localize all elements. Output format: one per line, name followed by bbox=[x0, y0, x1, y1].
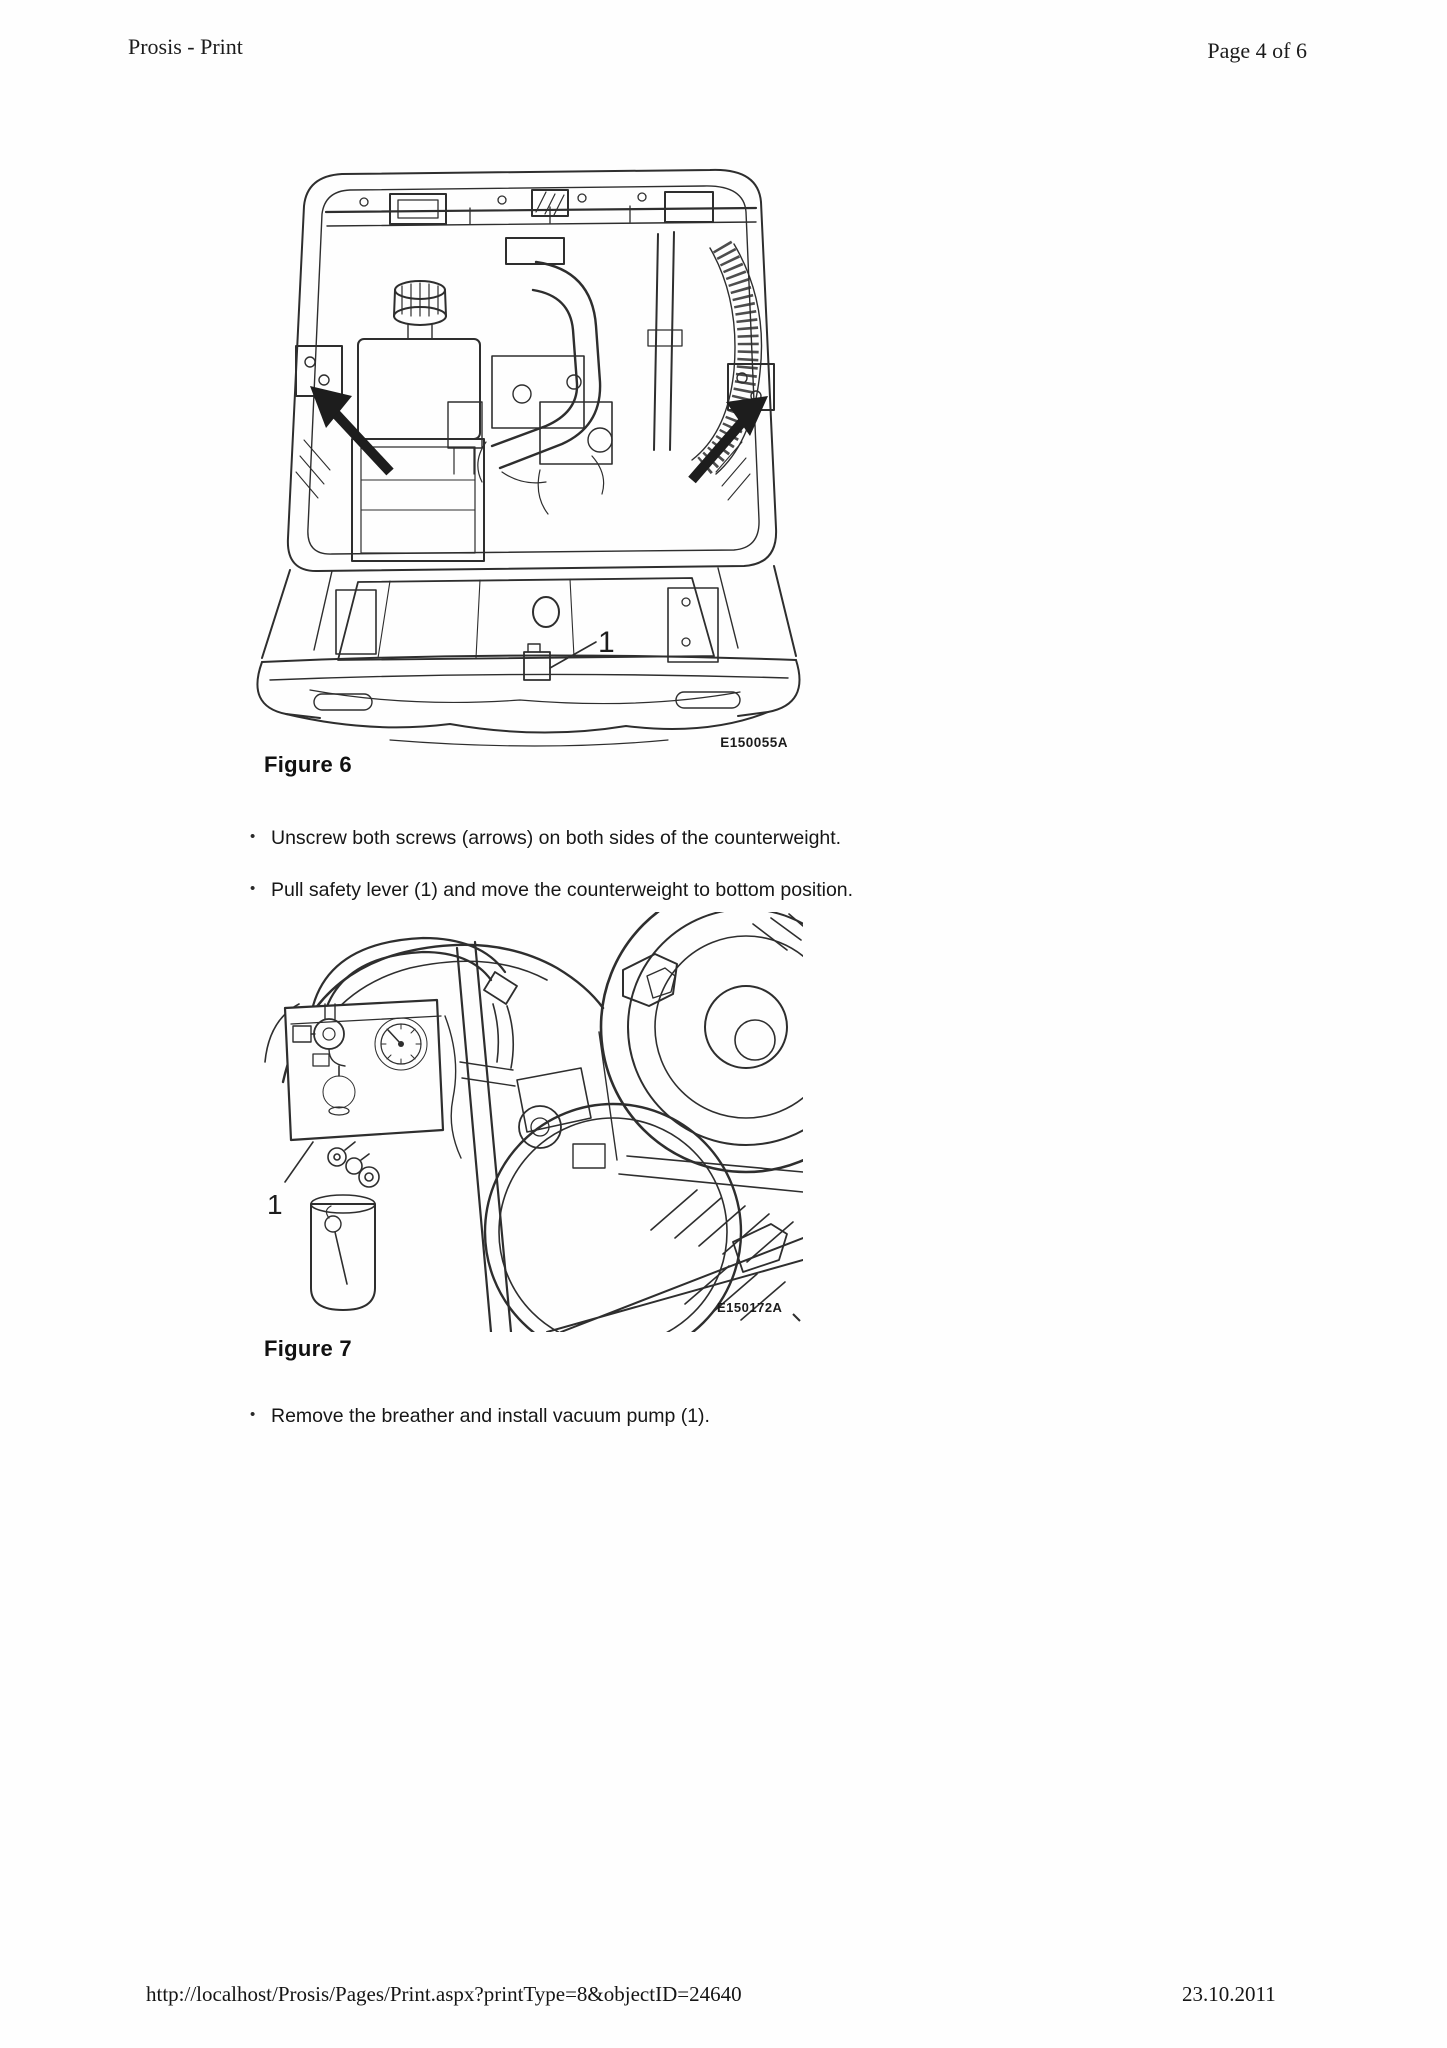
figure7-pump-drawing bbox=[255, 912, 803, 1332]
vacuum-pump bbox=[285, 1000, 443, 1140]
figure7-caption: Figure 7 bbox=[264, 1336, 352, 1361]
instruction-item: • Pull safety lever (1) and move the counterweight to bottom position. bbox=[248, 878, 1048, 903]
figure7-instructions bbox=[248, 1404, 1048, 1456]
page-indicator: Page 4 of 6 bbox=[1207, 38, 1307, 63]
figure6-caption: Figure 6 bbox=[264, 752, 352, 777]
figure7-image-code: E150172A bbox=[717, 1300, 783, 1315]
figure6-image bbox=[240, 150, 805, 750]
footer-url: http://localhost/Prosis/Pages/Print.aspx?printType=8&objectID=24640 bbox=[146, 1982, 742, 2006]
footer-date: 23.10.2011 bbox=[1182, 1982, 1276, 2006]
figure6-image-code: E150055A bbox=[720, 735, 788, 750]
header-title: Prosis - Print bbox=[128, 34, 243, 59]
figure7-callout-1: 1 bbox=[267, 1189, 283, 1220]
instruction-item: • Unscrew both screws (arrows) on both sides of the counterweight. bbox=[248, 826, 1048, 851]
figure6-callout-1: 1 bbox=[598, 626, 615, 659]
figure6-engine-drawing bbox=[240, 150, 805, 750]
left-arrow-icon bbox=[310, 386, 390, 472]
instruction-item: • Remove the breather and install vacuum pump (1). bbox=[248, 1404, 1048, 1429]
figure7-image bbox=[255, 912, 803, 1332]
